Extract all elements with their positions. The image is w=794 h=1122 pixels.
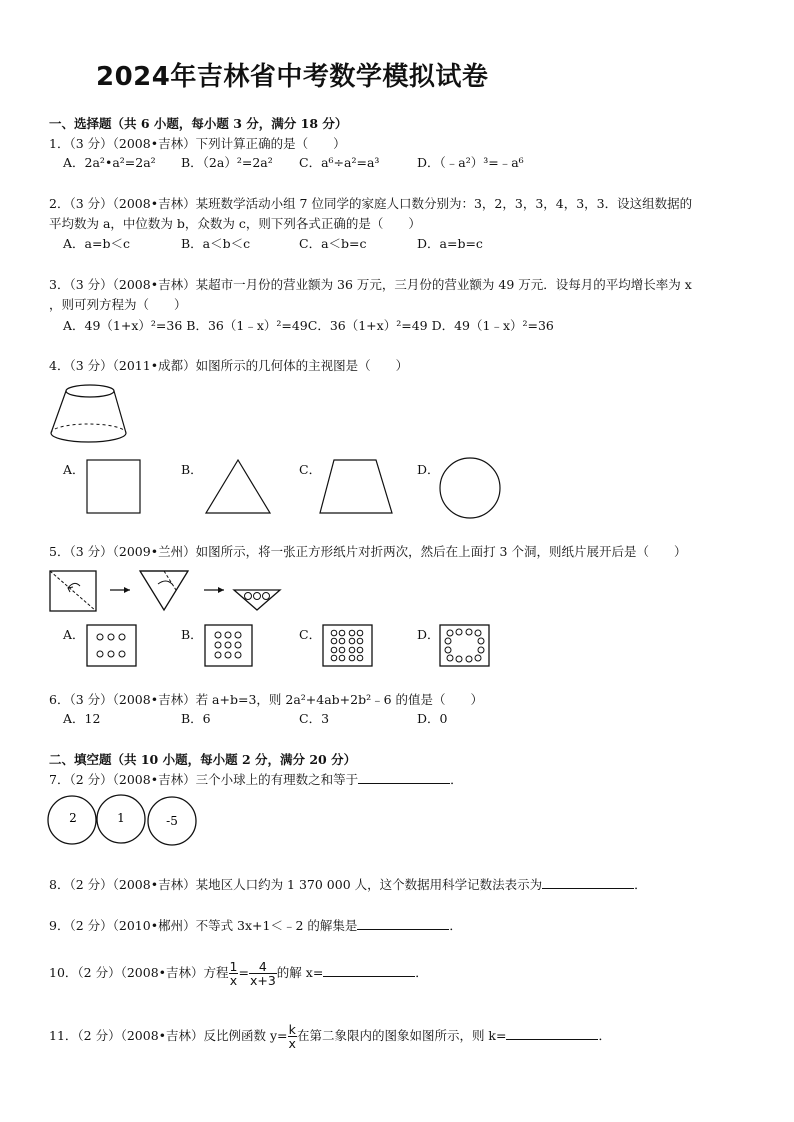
ball-1-value: 2 [69, 811, 77, 825]
q7-stem: 7．（2 分）（2008•吉林）三个小球上的有理数之和等于 [49, 772, 359, 787]
q6-stem: 6．（3 分）（2008•吉林）若 a+b=3，则 2a²+4ab+2b²﹣6 的值是（ ） [49, 692, 484, 707]
q10-prefix: 10．（2 分）（2008•吉林）方程 [49, 965, 229, 980]
circle-shape [439, 457, 503, 521]
q4-option-a-label: A． [63, 462, 85, 477]
q2-option-c: C．a＜b=c [299, 236, 367, 251]
q11-answer-blank [506, 1027, 598, 1040]
frustum-figure [48, 383, 130, 447]
q4-option-b-label: B． [181, 462, 203, 477]
q11-stem-row [49, 1023, 611, 1050]
ball-3-value: -5 [166, 814, 178, 828]
q8-stem-row [49, 875, 647, 893]
q10-frac1-denominator: x [229, 973, 238, 988]
q2-option-d: D．a=b=c [417, 236, 483, 251]
triangle-shape [203, 458, 273, 516]
section-heading-fill: 二、填空题（共 10 小题，每小题 2 分，满分 20 分） [49, 752, 357, 767]
q11-period: ． [598, 1028, 611, 1043]
unfolded-paper-d [439, 624, 491, 668]
q10-frac2-numerator: 4 [249, 960, 277, 974]
q10-fraction-1 [229, 960, 239, 987]
q5-option-c-label: C． [299, 627, 322, 642]
unfolded-paper-b [204, 624, 254, 668]
q8-stem: 8．（2 分）（2008•吉林）某地区人口约为 1 370 000 人，这个数据用科学记数法表示为 [49, 877, 543, 892]
unfolded-paper-a [86, 624, 138, 668]
q1-option-b: B．（2a）²=2a² [181, 155, 273, 170]
q10-suffix: 的解 x= [276, 965, 324, 980]
square-shape [86, 459, 142, 515]
q10-fraction-2 [249, 960, 277, 987]
q9-stem: 9．（2 分）（2010•郴州）不等式 3x+1＜﹣2 的解集是 [49, 918, 358, 933]
q3-stem-line2: ，则可列方程为（ ） [49, 297, 187, 312]
q6-option-b: B．6 [181, 711, 211, 726]
q11-fraction [288, 1023, 297, 1050]
unfolded-paper-c [322, 624, 374, 668]
q10-answer-blank [323, 964, 415, 977]
q4-option-c-label: C． [299, 462, 322, 477]
q10-frac1-numerator: 1 [229, 959, 238, 974]
q8-answer-blank [542, 876, 634, 889]
q7-stem-row [49, 770, 463, 788]
q1-option-d: D．（﹣a²）³=﹣a⁶ [417, 155, 524, 170]
ball-2-value: 1 [117, 811, 125, 825]
q5-option-b-label: B． [181, 627, 203, 642]
q11-suffix: 在第二象限内的图象如图所示，则 k= [296, 1028, 507, 1043]
q11-frac-numerator: k [288, 1022, 296, 1037]
q4-option-d-label: D． [417, 462, 440, 477]
page-title: 2024年吉林省中考数学模拟试卷 [96, 62, 489, 92]
q2-option-a: A．a=b＜c [63, 236, 130, 251]
q4-stem: 4．（3 分）（2011•成都）如图所示的几何体的主视图是（ ） [49, 358, 409, 373]
q7-answer-blank [358, 771, 450, 784]
q5-option-a-label: A． [63, 627, 85, 642]
q5-option-d-label: D． [417, 627, 440, 642]
q6-option-c: C．3 [299, 711, 330, 726]
q1-option-c: C．a⁶÷a²=a³ [299, 155, 380, 170]
q2-stem-line2: 平均数为 a，中位数为 b，众数为 c，则下列各式正确的是（ ） [49, 216, 421, 231]
q8-period: ． [634, 877, 647, 892]
q3-options: A．49（1+x）²=36 B．36（1﹣x）²=49C．36（1+x）²=49 D．49（1﹣x）²=36 [63, 318, 554, 333]
q11-frac-denominator: x [288, 1036, 296, 1051]
q2-option-b: B．a＜b＜c [181, 236, 251, 251]
section-heading-choice: 一、选择题（共 6 小题，每小题 3 分，满分 18 分） [49, 116, 348, 131]
balls-figure [47, 795, 199, 847]
trapezoid-shape [318, 458, 394, 516]
q9-stem-row [49, 916, 462, 934]
q3-stem-line1: 3．（3 分）（2008•吉林）某超市一月份的营业额为 36 万元，三月份的营业额为 49 万元．设每月的平均增长率为 x [49, 277, 692, 292]
q10-equals: = [238, 965, 249, 980]
q9-answer-blank [357, 917, 449, 930]
q6-option-a: A．12 [63, 711, 101, 726]
q11-prefix: 11．（2 分）（2008•吉林）反比例函数 y= [49, 1028, 288, 1043]
q6-option-d: D．0 [417, 711, 448, 726]
q10-period: ． [415, 965, 428, 980]
q9-period: ． [449, 918, 462, 933]
q10-stem-row [49, 960, 428, 987]
q10-frac2-denominator: x+3 [249, 973, 276, 988]
paper-folding-figure [48, 568, 288, 616]
q1-stem: 1．（3 分）（2008•吉林）下列计算正确的是（ ） [49, 136, 346, 151]
q5-stem: 5．（3 分）（2009•兰州）如图所示，将一张正方形纸片对折两次，然后在上面打 3 个洞，则纸片展开后是（ ） [49, 544, 687, 559]
q1-option-a: A．2a²•a²=2a² [63, 155, 156, 170]
q2-stem-line1: 2．（3 分）（2008•吉林）某班数学活动小组 7 位同学的家庭人口数分别为：3，2，3，3，4，3，3．设这组数据的 [49, 196, 693, 211]
q7-period: ． [450, 772, 463, 787]
